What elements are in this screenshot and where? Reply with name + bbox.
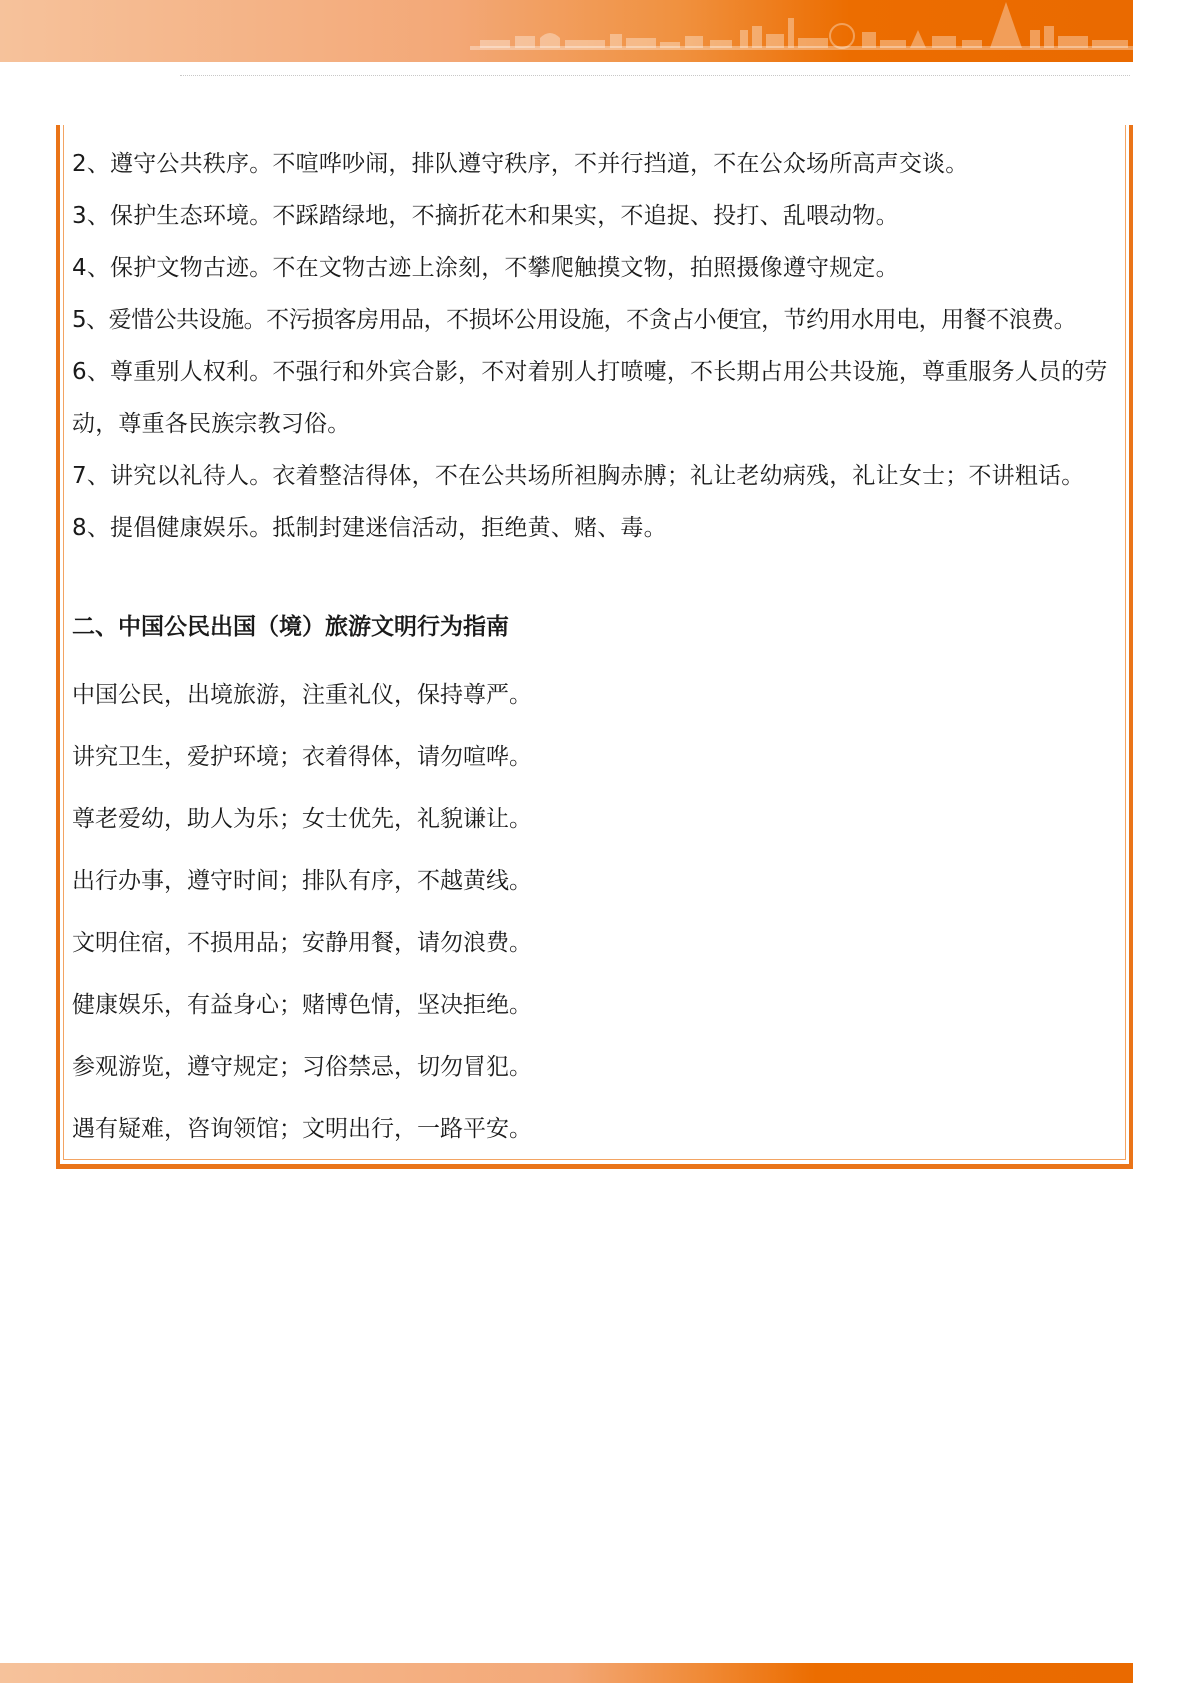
rule-item: 4、保护文物古迹。不在文物古迹上涂刻，不攀爬触摸文物，拍照摄像遵守规定。 xyxy=(72,255,899,281)
civility-rules-list xyxy=(72,138,1122,554)
guide-line: 尊老爱幼，助人为乐；女士优先，礼貌谦让。 xyxy=(72,806,532,832)
rule-item: 7、讲究以礼待人。衣着整洁得体，不在公共场所袒胸赤膊；礼让老幼病残，礼让女士；不讲粗话。 xyxy=(72,463,1085,489)
guide-line: 文明住宿，不损用品；安静用餐，请勿浪费。 xyxy=(72,930,532,956)
guide-line: 中国公民，出境旅游，注重礼仪，保持尊严。 xyxy=(72,682,532,708)
guide-line: 健康娱乐，有益身心；赌博色情，坚决拒绝。 xyxy=(72,992,532,1018)
rule-item: 6、尊重别人权利。不强行和外宾合影，不对着别人打喷嚏，不长期占用公共设施，尊重服务人员的劳动，尊重各民族宗教习俗。 xyxy=(72,359,1108,437)
guide-line: 遇有疑难，咨询领馆；文明出行，一路平安。 xyxy=(72,1116,532,1142)
frame-left-inner-border xyxy=(63,125,64,1159)
guide-line: 出行办事，遵守时间；排队有序，不越黄线。 xyxy=(72,868,532,894)
guide-line: 参观游览，遵守规定；习俗禁忌，切勿冒犯。 xyxy=(72,1054,532,1080)
frame-bottom-border xyxy=(56,1164,1133,1169)
content-area xyxy=(72,138,1122,1160)
guide-line: 讲究卫生，爱护环境；衣着得体，请勿喧哗。 xyxy=(72,744,532,770)
frame-right-inner-border xyxy=(1125,125,1126,1159)
section-heading: 二、中国公民出国（境）旅游文明行为指南 xyxy=(72,614,509,640)
rule-item: 2、遵守公共秩序。不喧哗吵闹，排队遵守秩序，不并行挡道，不在公众场所高声交谈。 xyxy=(72,151,969,177)
city-skyline-icon xyxy=(470,0,1133,62)
travel-guide-list xyxy=(72,664,1122,1160)
frame-left-border xyxy=(56,125,60,1165)
rule-item: 8、提倡健康娱乐。抵制封建迷信活动，拒绝黄、赌、毒。 xyxy=(72,515,667,541)
header-divider xyxy=(180,75,1130,76)
rule-item: 5、爱惜公共设施。不污损客房用品，不损坏公用设施，不贪占小便宜，节约用水用电，用餐不浪费。 xyxy=(72,307,1077,333)
header-banner xyxy=(0,0,1133,62)
footer-banner xyxy=(0,1663,1133,1683)
frame-right-border xyxy=(1129,125,1133,1165)
rule-item: 3、保护生态环境。不踩踏绿地，不摘折花木和果实，不追捉、投打、乱喂动物。 xyxy=(72,203,899,229)
